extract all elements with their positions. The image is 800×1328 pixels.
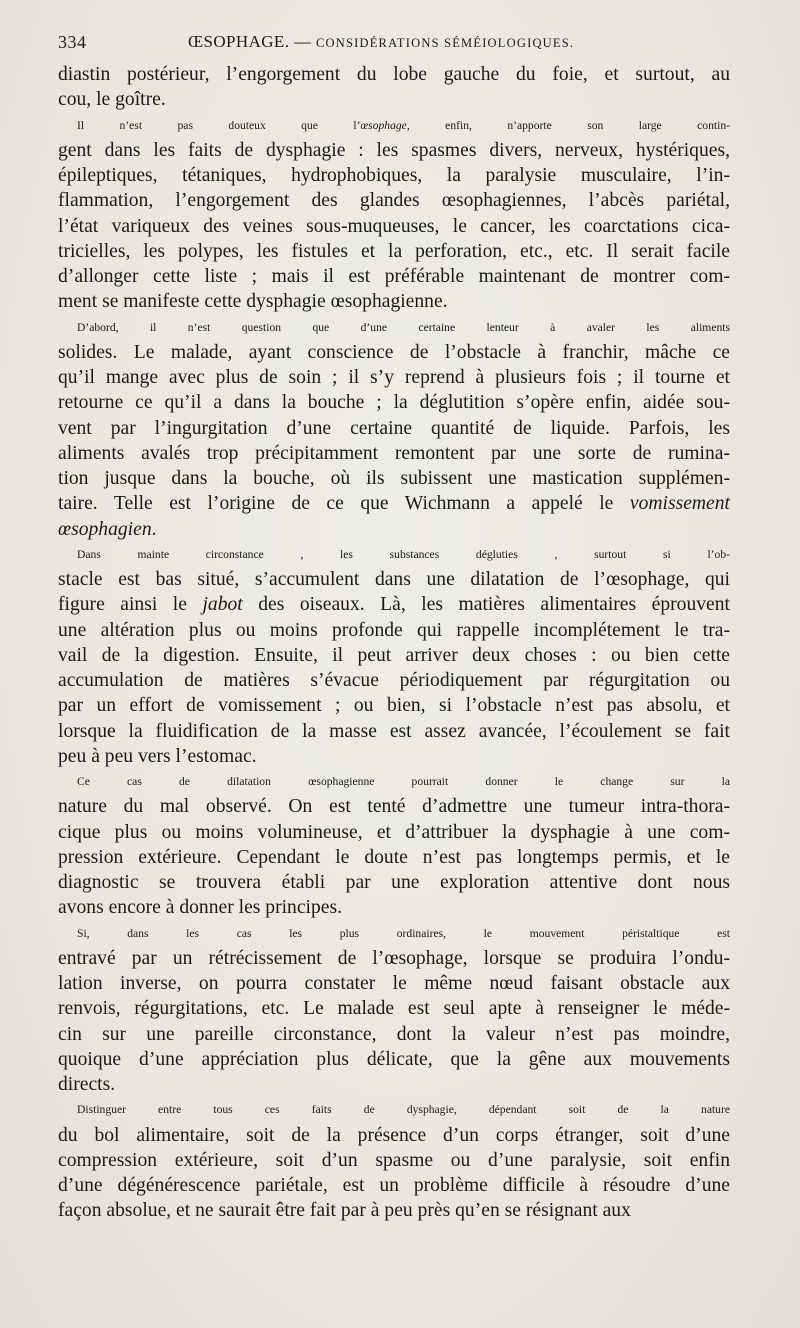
text-line: vail de la digestion. Ensuite, il peut arriver deux choses : ou bien cette — [58, 644, 730, 666]
running-title-main: ŒSOPHAGE. — — [188, 32, 312, 51]
text-line: une altération plus ou moins profonde qui rappelle incomplétement le tra- — [58, 619, 730, 641]
text-segment: taire. Telle est l’origine de ce que Wichmann a appelé le — [58, 493, 630, 515]
text-line: du bol alimentaire, soit de la présence d’un corps étranger, soit d’une — [58, 1124, 730, 1146]
text-line: Dans mainte circonstance , les substances dégluties , surtout si l’ob- — [77, 547, 730, 561]
text-line: pression extérieure. Cependant le doute n’est pas longtemps permis, et le — [58, 846, 730, 868]
text-line: retourne ce qu’il a dans la bouche ; la déglutition s’opère enfin, aidée sou- — [58, 392, 730, 414]
text-line: cou, le goître. — [58, 89, 166, 111]
text-line: par un effort de vomissement ; ou bien, si l’obstacle n’est pas absolu, et — [58, 695, 730, 717]
text-line: façon absolue, et ne saurait être fait par à peu près qu’en se résignant aux — [58, 1200, 631, 1222]
italic-term: vomissement — [629, 493, 730, 515]
text-line: solides. Le malade, ayant conscience de l’obstacle à franchir, mâche ce — [58, 341, 730, 363]
text-line: directs. — [58, 1074, 116, 1095]
text-line: cin sur une pareille circonstance, dont la valeur n’est pas moindre, — [58, 1023, 730, 1045]
text-line: diastin postérieur, l’engorgement du lobe gauche du foie, et surtout, au — [58, 64, 730, 85]
text-line: épileptiques, tétaniques, hydrophobiques, la paralysie musculaire, l’in- — [58, 165, 730, 186]
text-line: entravé par un rétrécissement de l’œsophage, lorsque se produira l’ondu- — [58, 947, 730, 969]
paragraph — [58, 921, 730, 1098]
italic-term: jabot — [202, 594, 243, 616]
text-line: avons encore à donner les principes. — [58, 897, 343, 919]
text-line: diagnostic se trouvera établi par une exploration attentive dont nous — [58, 872, 730, 893]
text-segment: enfin, n’apporte son large contin- — [409, 118, 730, 132]
text-line: peu à peu vers l’estomac. — [58, 745, 257, 767]
text-line: compression extérieure, soit d’un spasme ou d’une paralysie, soit enfin — [58, 1149, 730, 1171]
paragraph — [58, 542, 730, 769]
running-title-sub: CONSIDÉRATIONS SÉMÉIOLOGIQUES. — [315, 36, 575, 50]
text-line: renvois, régurgitations, etc. Le malade est seul apte à renseigner le méde- — [58, 998, 730, 1020]
text-line: nature du mal observé. On est tenté d’admettre une tumeur intra-thora- — [58, 796, 730, 818]
text-line: Si, dans les cas les plus ordinaires, le mouvement péristaltique est — [77, 926, 730, 940]
text-line: flammation, l’engorgement des glandes œsophagiennes, l’abcès pariétal, — [58, 190, 730, 212]
text-line: vent par l’ingurgitation d’une certaine quantité de liquide. Parfois, les — [58, 417, 730, 439]
text-line: cique plus ou moins volumineuse, et d’attribuer la dysphagie à une com- — [58, 821, 730, 843]
text-line: d’une dégénérescence pariétale, est un problème difficile à résoudre d’une — [58, 1175, 730, 1196]
text-line: tion jusque dans la bouche, où ils subissent une mastication supplémen- — [58, 468, 730, 489]
page-number: 334 — [58, 32, 87, 52]
paragraph — [58, 315, 730, 542]
text-line: aliments avalés trop précipitamment remontent par une sorte de rumina- — [58, 442, 730, 464]
text-line: D’abord, il n’est question que d’une certaine lenteur à avaler les aliments — [77, 320, 730, 334]
paragraph — [58, 62, 730, 113]
text-line: stacle est bas situé, s’accumulent dans une dilatation de l’œsophage, qui — [58, 569, 730, 590]
paragraph — [58, 1097, 730, 1223]
italic-term: œsophagien — [58, 518, 152, 540]
text-line: l’état variqueux des veines sous-muqueuses, le cancer, les coarctations cica- — [58, 215, 730, 237]
running-title — [188, 32, 574, 52]
text-line — [58, 592, 730, 617]
text-line: qu’il mange avec plus de soin ; il s’y reprend à plusieurs fois ; il tourne et — [58, 367, 730, 388]
text-line: Ce cas de dilatation œsophagienne pourrait donner le change sur la — [77, 775, 730, 788]
text-line: lation inverse, on pourra constater le même nœud faisant obstacle aux — [58, 973, 730, 994]
text-line: lorsque la fluidification de la masse est assez avancée, l’écoulement se fait — [58, 720, 730, 742]
paragraph — [58, 769, 730, 921]
body-text — [58, 62, 730, 1224]
running-header — [58, 32, 730, 56]
text-line: gent dans les faits de dysphagie : les spasmes divers, nerveux, hystériques, — [58, 139, 730, 161]
text-segment: Il n’est pas douteux que l’ — [77, 118, 361, 132]
text-line: ment se manifeste cette dysphagie œsophagienne. — [58, 291, 448, 313]
text-line: quoique d’une appréciation plus délicate, que la gêne aux mouvements — [58, 1048, 730, 1070]
text-line — [58, 517, 730, 542]
text-line — [58, 113, 730, 138]
text-line: d’allonger cette liste ; mais il est préférable maintenant de montrer com- — [58, 266, 730, 287]
text-line: accumulation de matières s’évacue périodiquement par régurgitation ou — [58, 670, 730, 691]
text-segment: des oiseaux. Là, les matières alimentaires éprouvent — [242, 594, 730, 616]
text-line: Distinguer entre tous ces faits de dysphagie, dépendant soit de la nature — [77, 1103, 730, 1117]
text-segment: . — [151, 518, 157, 540]
italic-term: œsophage, — [360, 118, 410, 132]
paragraph — [58, 113, 730, 315]
text-segment: figure ainsi le — [58, 594, 203, 616]
text-line — [58, 491, 730, 516]
text-line: tricielles, les polypes, les fistules et la perforation, etc., etc. Il serait facile — [58, 240, 730, 262]
